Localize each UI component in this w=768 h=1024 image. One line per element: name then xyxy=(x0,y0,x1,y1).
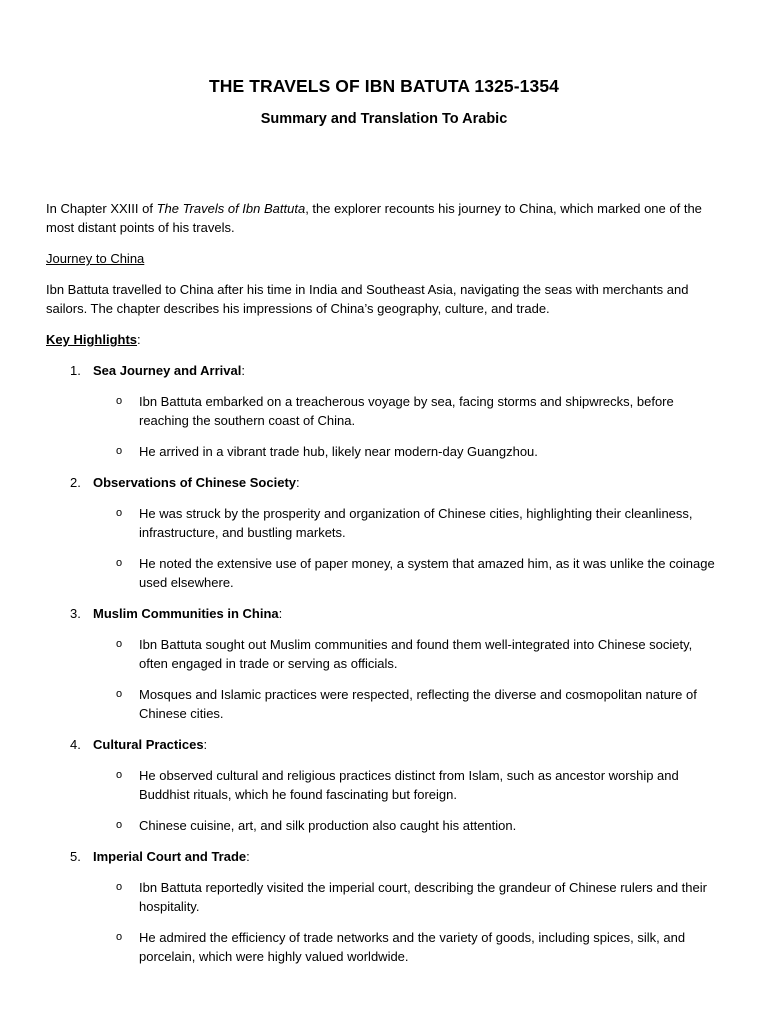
sub-bullet-list xyxy=(46,878,718,966)
sub-bullet-text: He was struck by the prosperity and organization of Chinese cities, highlighting their cleanliness, infrastructure, and bustling markets. xyxy=(139,506,693,540)
list-item-title-line xyxy=(93,361,245,380)
journey-paragraph: Ibn Battuta travelled to China after his time in India and Southeast Asia, navigating the seas with merchants and sailors. The chapter describes his impressions of China’s geography, culture, and trade. xyxy=(46,282,689,316)
hollow-circle-bullet-icon: o xyxy=(116,638,123,650)
list-item-heading xyxy=(46,735,718,754)
sub-bullet-text: He admired the efficiency of trade networks and the variety of goods, including spices, silk, and porcelain, which were highly valued worldwide. xyxy=(139,930,686,964)
sub-bullet-text: Mosques and Islamic practices were respected, reflecting the diverse and cosmopolitan nature of Chinese cities. xyxy=(139,687,697,721)
sub-bullet-item xyxy=(46,635,718,673)
list-item xyxy=(46,735,718,835)
list-item-title: Cultural Practices xyxy=(93,737,204,752)
list-item-title: Muslim Communities in China xyxy=(93,606,279,621)
list-item-number: 2. xyxy=(70,475,81,490)
sub-bullet-item xyxy=(46,392,718,430)
list-item-title-colon: : xyxy=(246,849,250,864)
list-item xyxy=(46,473,718,592)
hollow-circle-bullet-icon: o xyxy=(116,881,123,893)
document-body xyxy=(46,199,718,978)
hollow-circle-bullet-icon: o xyxy=(116,395,123,407)
hollow-circle-bullet-icon: o xyxy=(116,688,123,700)
sub-bullet-item xyxy=(46,766,718,804)
sub-bullet-item xyxy=(46,554,718,592)
list-item xyxy=(46,604,718,723)
sub-bullet-list xyxy=(46,635,718,723)
sub-bullet-item xyxy=(46,504,718,542)
list-item xyxy=(46,361,718,461)
hollow-circle-bullet-icon: o xyxy=(116,507,123,519)
intro-book-title: The Travels of Ibn Battuta xyxy=(156,201,306,216)
list-item-title: Sea Journey and Arrival xyxy=(93,363,242,378)
list-item-heading xyxy=(46,473,718,492)
list-item-title-line xyxy=(93,847,250,866)
sub-bullet-text: He arrived in a vibrant trade hub, likely near modern-day Guangzhou. xyxy=(139,444,538,459)
list-item-title-colon: : xyxy=(203,737,208,752)
sub-bullet-text: He observed cultural and religious practices distinct from Islam, such as ancestor worship and Buddhist rituals, which he found fascinating but foreign. xyxy=(139,768,679,802)
list-item-title-colon: : xyxy=(296,475,300,490)
sub-bullet-list xyxy=(46,766,718,835)
intro-text-after: , the explorer recounts his journey to China, which marked one of the most distant points of his travels. xyxy=(46,201,702,235)
list-item-heading xyxy=(46,604,718,623)
sub-bullet-item xyxy=(46,878,718,916)
document-subtitle: Summary and Translation To Arabic xyxy=(260,111,508,127)
list-item-title-colon: : xyxy=(241,363,245,378)
sub-bullet-list xyxy=(46,392,718,461)
sub-bullet-text: He noted the extensive use of paper money, a system that amazed him, as it was unlike the coinage used elsewhere. xyxy=(139,556,715,590)
hollow-circle-bullet-icon: o xyxy=(116,445,123,457)
sub-bullet-text: Chinese cuisine, art, and silk production also caught his attention. xyxy=(139,818,517,833)
sub-bullet-item xyxy=(46,816,718,835)
list-item-title-line xyxy=(93,735,207,754)
highlights-list xyxy=(46,361,718,966)
hollow-circle-bullet-icon: o xyxy=(116,819,123,831)
list-item xyxy=(46,847,718,966)
key-highlights-colon: : xyxy=(137,332,141,347)
hollow-circle-bullet-icon: o xyxy=(116,931,123,943)
list-item-number: 1. xyxy=(70,363,81,378)
list-item-heading xyxy=(46,847,718,866)
key-highlights-heading xyxy=(46,330,718,349)
list-item-title-line xyxy=(93,473,300,492)
sub-bullet-text: Ibn Battuta sought out Muslim communities and found them well-integrated into Chinese society, often engaged in trade or serving as officials. xyxy=(139,637,693,671)
key-highlights-label: Key Highlights xyxy=(46,332,138,347)
hollow-circle-bullet-icon: o xyxy=(116,557,123,569)
list-item-title: Observations of Chinese Society xyxy=(93,475,297,490)
intro-text-before: In Chapter XXIII of xyxy=(46,201,157,216)
list-item-number: 3. xyxy=(70,606,81,621)
document-title: THE TRAVELS OF IBN BATUTA 1325-1354 xyxy=(209,76,559,96)
intro-paragraph xyxy=(46,199,718,237)
list-item-title: Imperial Court and Trade xyxy=(93,849,247,864)
list-item-title-colon: : xyxy=(278,606,283,621)
sub-bullet-text: Ibn Battuta embarked on a treacherous voyage by sea, facing storms and shipwrecks, before reaching the southern coast of China. xyxy=(139,394,674,428)
sub-bullet-item xyxy=(46,928,718,966)
section-heading-journey: Journey to China xyxy=(46,251,145,266)
sub-bullet-item xyxy=(46,685,718,723)
sub-bullet-text: Ibn Battuta reportedly visited the imperial court, describing the grandeur of Chinese rulers and their hospitality. xyxy=(139,880,707,914)
list-item-number: 4. xyxy=(70,737,81,752)
list-item-title-line xyxy=(93,604,282,623)
sub-bullet-item xyxy=(46,442,718,461)
sub-bullet-list xyxy=(46,504,718,592)
hollow-circle-bullet-icon: o xyxy=(116,769,123,781)
list-item-heading xyxy=(46,361,718,380)
list-item-number: 5. xyxy=(70,849,81,864)
